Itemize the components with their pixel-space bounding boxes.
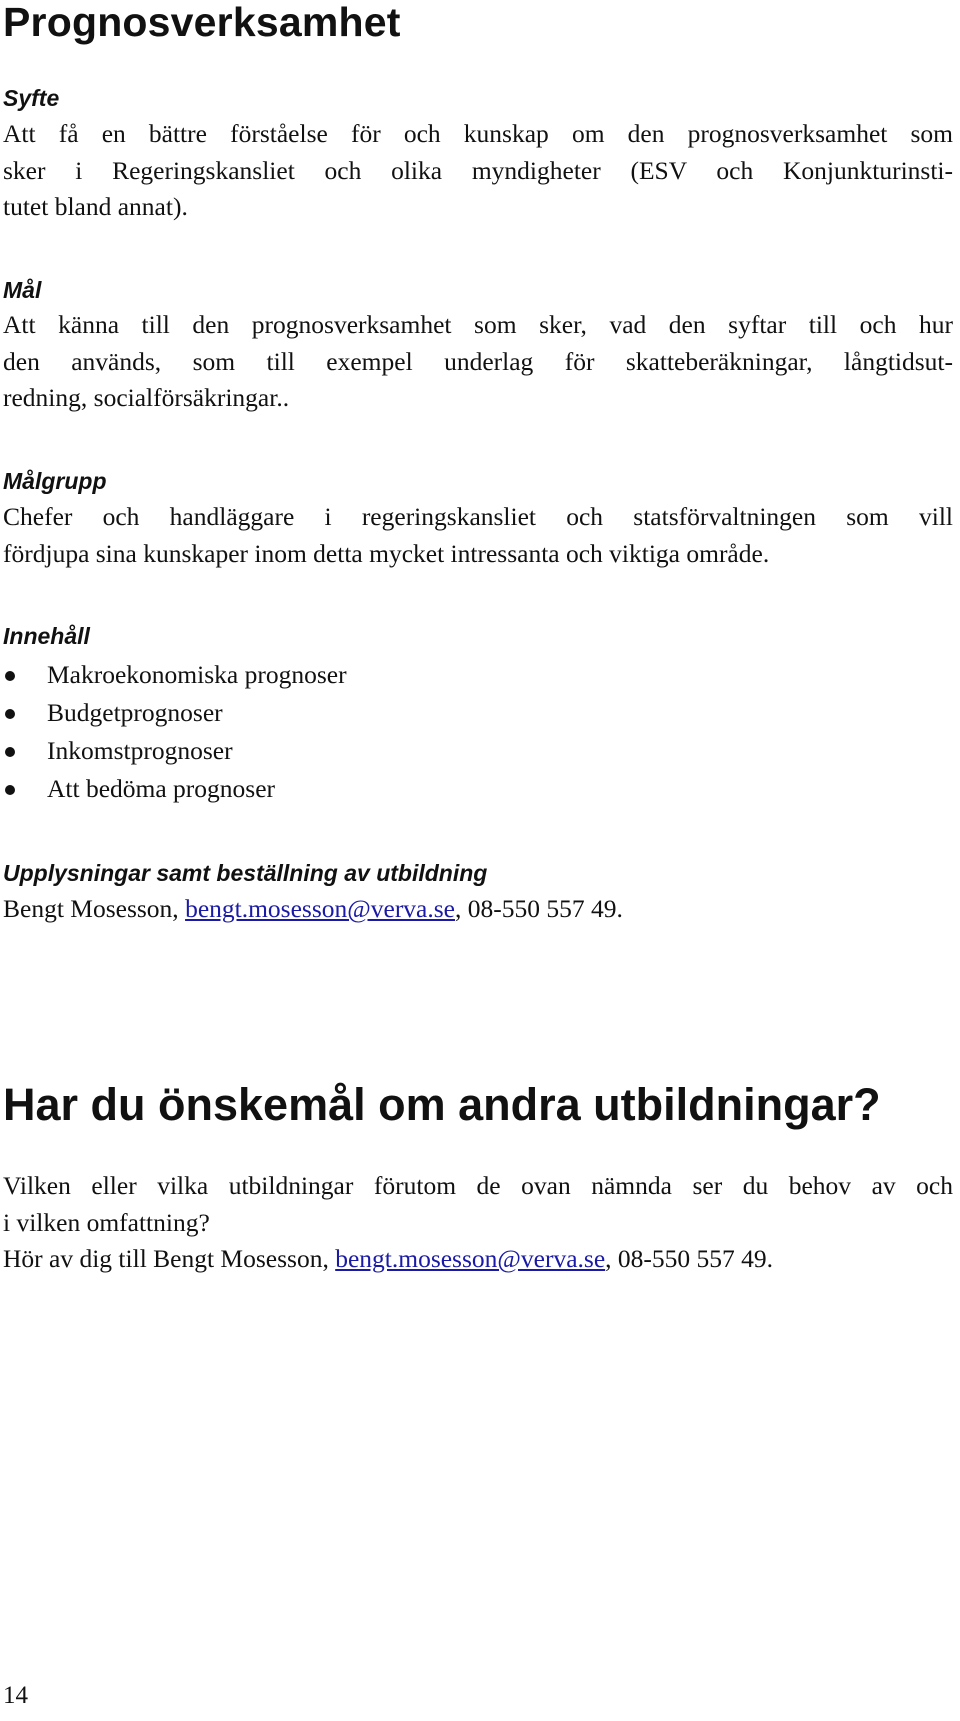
bullet-icon (5, 671, 15, 681)
contact-line (3, 891, 953, 928)
contact-prefix: Bengt Mosesson, (3, 894, 186, 923)
list-item (3, 656, 347, 694)
contact-suffix: , 08-550 557 49. (455, 894, 623, 923)
mal-heading: Mål (3, 277, 42, 303)
onskemal-heading: Har du önskemål om andra utbildningar? (3, 1079, 881, 1130)
list-item-label: Inkomstprognoser (47, 736, 233, 765)
contact-suffix: , 08-550 557 49. (605, 1244, 774, 1273)
malgrupp-paragraph (3, 499, 953, 572)
onskemal-line-1: Vilken eller vilka utbildningar förutom de ovan nämnda ser du behov av och (3, 1171, 953, 1200)
email-link[interactable]: bengt.mosesson@verva.se (185, 894, 455, 923)
upplysningar-contact (3, 891, 953, 928)
bullet-icon (5, 709, 15, 719)
list-item-label: Makroekonomiska prognoser (47, 660, 347, 689)
innehall-list (3, 656, 347, 808)
innehall-heading: Innehåll (3, 623, 90, 649)
mal-line-1: Att känna till den prognosverksamhet som sker, vad den syftar till och hur (3, 310, 953, 339)
contact-prefix: Hör av dig till Bengt Mosesson, (3, 1244, 336, 1273)
email-link[interactable]: bengt.mosesson@verva.se (335, 1244, 606, 1273)
list-item (3, 732, 347, 770)
onskemal-paragraph (3, 1168, 953, 1278)
mal-line-3: redning, socialförsäkringar.. (3, 383, 290, 412)
mal-paragraph (3, 307, 953, 417)
upplysningar-heading: Upplysningar samt beställning av utbildning (3, 860, 488, 886)
list-item (3, 694, 347, 732)
onskemal-contact-line (3, 1241, 953, 1278)
list-item (3, 770, 347, 808)
syfte-paragraph (3, 116, 953, 226)
bullet-icon (5, 785, 15, 795)
malgrupp-heading: Målgrupp (3, 468, 107, 494)
page-title: Prognosverksamhet (3, 0, 401, 45)
list-item-label: Budgetprognoser (47, 698, 223, 727)
syfte-heading: Syfte (3, 85, 60, 111)
bullet-icon (5, 747, 15, 757)
malgrupp-line-1: Chefer och handläggare i regeringskansliet och statsförvaltningen som vill (3, 502, 953, 531)
syfte-line-1: Att få en bättre förståelse för och kunskap om den prognosverksamhet som (3, 119, 953, 148)
syfte-line-3: tutet bland annat). (3, 192, 188, 221)
onskemal-line-2: i vilken omfattning? (3, 1207, 210, 1237)
list-item-label: Att bedöma prognoser (47, 774, 276, 803)
page-number: 14 (3, 1682, 28, 1709)
malgrupp-line-2: fördjupa sina kunskaper inom detta mycket intressanta och viktiga område. (3, 538, 770, 568)
syfte-line-2: sker i Regeringskansliet och olika myndigheter (ESV och Konjunkturinsti- (3, 155, 953, 185)
mal-line-2: den används, som till exempel underlag för skatteberäkningar, långtidsut- (3, 346, 953, 376)
